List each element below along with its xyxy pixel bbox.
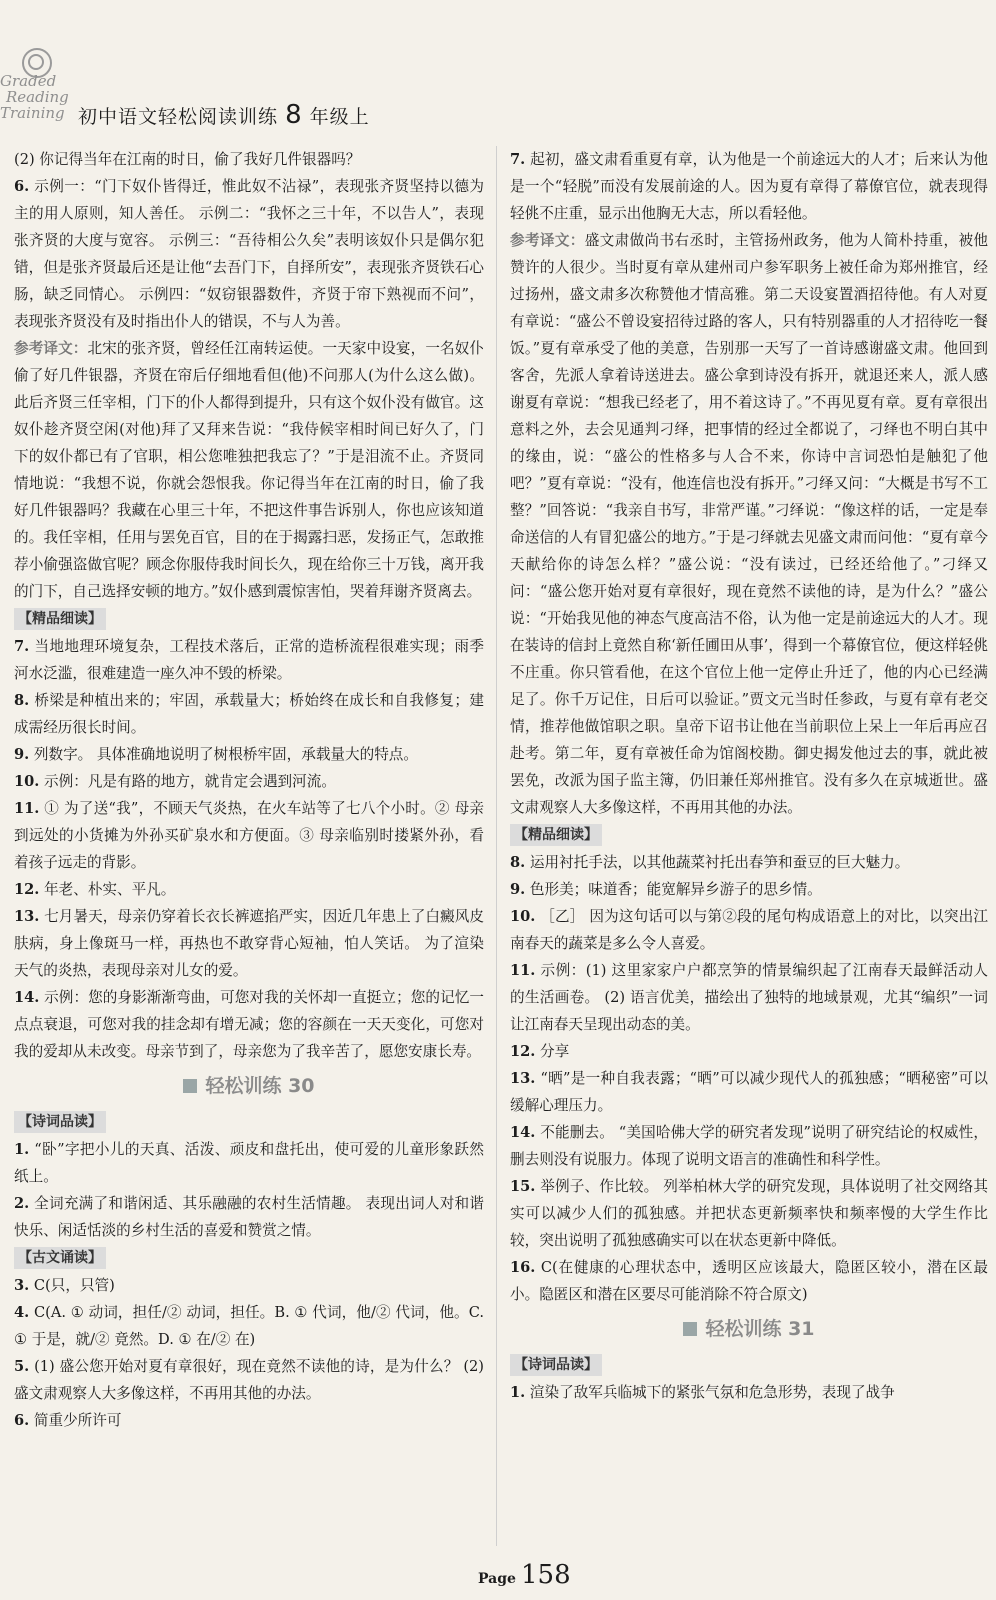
- answer-number: 16.: [510, 1259, 536, 1276]
- training-heading: [14, 1073, 484, 1100]
- answer-text: 列数字。 具体准确地说明了树根桥牢固，承载量大的特点。: [33, 746, 418, 763]
- series-logo: [0, 44, 74, 124]
- answer-text: 色形美；味道香；能宽解异乡游子的思乡情。: [529, 881, 822, 898]
- answer-text: 示例：您的身影渐渐弯曲，可您对我的关怀却一直挺立；您的记忆一点点衰退，可您对我的挂念却有增无减；您的容颜在一天天变化，可您对我的爱却从未改变。母亲节到了，母亲您为了我辛苦了，愿您安康长寿。: [14, 989, 484, 1060]
- answer-text: 全词充满了和谐闲适、其乐融融的农村生活情趣。 表现出词人对和谐快乐、闲适恬淡的乡村生活的喜爱和赞赏之情。: [14, 1195, 484, 1239]
- answer-number: 7.: [510, 151, 526, 168]
- training-heading: [510, 1316, 988, 1343]
- grade-text: 年级上: [309, 106, 370, 128]
- answer-item: [510, 1119, 988, 1173]
- answer-item: [510, 957, 988, 1038]
- training-block-icon: [683, 1322, 697, 1336]
- answer-item: [510, 1065, 988, 1119]
- section-heading: 【古文诵读】: [14, 1247, 106, 1269]
- answer-text: C(只，只管): [33, 1277, 115, 1294]
- right-column: [510, 146, 988, 1406]
- answer-item: [510, 1379, 988, 1406]
- answer-text: C(A. ① 动词，担任/② 动词，担任。B. ① 代词，他/② 代词，他。C. ① 于是，就/② 竟然。D. ① 在/② 在): [14, 1304, 484, 1348]
- book-title: 初中语文轻松阅读训练: [78, 106, 279, 128]
- training-block-icon: [183, 1079, 197, 1093]
- answer-number: 10.: [510, 908, 536, 925]
- answer-text: C(在健康的心理状态中，透明区应该最大，隐匿区较小，潜在区最小。隐匿区和潜在区要尽可能消除不符合原文): [510, 1259, 988, 1303]
- logo-line-3: Training: [0, 104, 65, 122]
- translation-paragraph: [14, 335, 484, 605]
- answer-number: 6.: [14, 178, 30, 195]
- translation-label: 参考译文：: [510, 232, 585, 249]
- answer-number: 10.: [14, 773, 40, 790]
- answer-number: 14.: [510, 1124, 536, 1141]
- answer-item: [510, 146, 988, 227]
- answer-text: 示例一：“门下奴仆皆得迁，惟此奴不沾禄”，表现张齐贤坚持以德为主的用人原则，知人善任。 示例二：“我怀之三十年，不以告人”，表现张齐贤的大度与宽容。 示例三：“吾待相公久矣”表明该奴仆只是偶尔犯错，但是张齐贤最后还是让他“去吾门下，自择所安”，表现张齐贤铁石心肠，缺乏同情心。 示例四：“奴窃银器数件，齐贤于帘下熟视而不问”，表现张齐贤没有及时指出仆人的错误，不与人为善。: [14, 178, 484, 330]
- page-word: Page: [478, 1571, 516, 1587]
- answer-number: 6.: [14, 1412, 30, 1429]
- section-heading: 【精品细读】: [14, 608, 106, 630]
- answer-number: 8.: [14, 692, 30, 709]
- answer-item: [510, 1173, 988, 1254]
- left-column: [14, 146, 484, 1434]
- answer-text: 年老、朴实、平凡。: [44, 881, 176, 898]
- answer-item: [14, 1272, 484, 1299]
- answer-number: 4.: [14, 1304, 30, 1321]
- answer-text: ① 为了送“我”，不顾天气炎热，在火车站等了七八个小时。② 母亲到远处的小货摊为外孙买矿泉水和方便面。③ 母亲临别时搂紧外孙，看着孩子远走的背影。: [14, 800, 485, 871]
- answer-item: [510, 876, 988, 903]
- answer-text: 桥梁是种植出来的；牢固，承载量大；桥始终在成长和自我修复；建成需经历很长时间。: [14, 692, 484, 736]
- answer-item: [14, 1407, 484, 1434]
- answer-number: 11.: [510, 962, 536, 979]
- answer-text: 当地地理环境复杂，工程技术落后，正常的造桥流程很难实现；雨季河水泛滥，很难建造一座久冲不毁的桥梁。: [14, 638, 484, 682]
- training-heading-text: 轻松训练 31: [705, 1318, 815, 1340]
- answer-item: [14, 768, 484, 795]
- answer-text: (1) 盛公您开始对夏有章很好，现在竟然不读他的诗，是为什么？ (2) 盛文肃观察人大多像这样，不再用其他的办法。: [14, 1358, 485, 1402]
- answer-number: 9.: [14, 746, 30, 763]
- answer-text: 示例：(1) 这里家家户户都烹笋的情景编织起了江南春天最鲜活动人的生活画卷。 (2) 语言优美，描绘出了独特的地域景观，尤其“编织”一词让江南春天呈现出动态的美。: [510, 962, 988, 1033]
- answer-text: “卧”字把小儿的天真、活泼、顽皮和盘托出，使可爱的儿童形象跃然纸上。: [14, 1141, 484, 1185]
- translation-paragraph: [510, 227, 988, 821]
- answer-number: 7.: [14, 638, 30, 655]
- answer-item: [14, 1353, 484, 1407]
- answer-item: [14, 633, 484, 687]
- answer-item: [510, 903, 988, 957]
- answer-text: 七月暑天，母亲仍穿着长衣长裤遮掐严实，因近几年患上了白癜风皮肤病，身上像斑马一样，再热也不敢穿背心短袖，怕人笑话。 为了渲染天气的炎热，表现母亲对儿女的爱。: [14, 908, 484, 979]
- answer-text: 简重少所许可: [33, 1412, 122, 1429]
- page-number: 158: [521, 1560, 571, 1590]
- answer-number: 5.: [14, 1358, 30, 1375]
- answer-text: 不能删去。 “美国哈佛大学的研究者发现”说明了研究结论的权威性，删去则没有说服力。体现了说明文语言的准确性和科学性。: [510, 1124, 988, 1168]
- grade-number: 8: [285, 100, 303, 130]
- translation-text: 盛文肃做尚书右丞时，主管扬州政务，他为人简朴持重，被他赞许的人很少。当时夏有章从建州司户参军职务上被任命为郑州推官，经过扬州，盛文肃多次称赞他才情高雅。第二天设宴置酒招待他。有人对夏有章说：“盛公不曾设宴招待过路的客人，只有特别器重的人才招待吃一餐饭。”夏有章承受了他的美意，告别那一天写了一首诗感谢盛文肃。他回到客舍，先派人拿着诗送进去。盛公拿到诗没有拆开，就退还来人，派人感谢夏有章说：“想我已经老了，用不着这诗了。”不再见夏有章。夏有章很出意料之外，去会见通判刁绎，把事情的经过全都说了，刁绎也不明白其中的缘由，说：“盛公的性格多与人合不来，你诗中言词恐怕是触犯了他吧？”夏有章说：“没有，他连信也没有拆开。”刁绎又问：“大概是书写不工整？”回答说：“我亲自书写，非常严谨。”刁绎说：“像这样的话，一定是奉命送信的人有冒犯盛公的地方。”于是刁绎就去见盛文肃而问他：“夏有章今天献给你的诗怎么样？”盛公说：“没有读过，已经还给他了。”刁绎又问：“盛公您开始对夏有章很好，现在竟然不读他的诗，是为什么？”盛公说：“开始我见他的神态气度高洁不俗，认为他一定是前途远大的人才。现在装诗的信封上竟然自称‘新任圃田从事’，得到一个幕僚官位，便这样轻佻不庄重。你只管看他，在这个官位上他一定停止升迁了，他的内心已经满足了。你千万记住，日后可以验证。”贾文元当时任参政，与夏有章有老交情，推荐他做馆职之职。皇帝下诏书让他在当前职位上呆上一年后再应召赴考。第二年，夏有章被任命为馆阁校勘。御史揭发他过去的事，就此被罢免，改派为国子监主簿，仍旧兼任郑州推官。没有多久在京城逝世。盛文肃观察人大多像这样，不再用其他的办法。: [510, 232, 988, 816]
- answer-item: [510, 849, 988, 876]
- answer-item: [14, 687, 484, 741]
- answer-text: 分享: [540, 1043, 570, 1060]
- column-divider: [496, 146, 497, 1546]
- answer-number: 2.: [14, 1195, 30, 1212]
- translation-label: 参考译文：: [14, 340, 88, 357]
- answer-number: 15.: [510, 1178, 536, 1195]
- answer-item: [14, 1299, 484, 1353]
- answer-item: [14, 741, 484, 768]
- answer-item: [14, 173, 484, 335]
- page-header-title: [78, 100, 370, 130]
- answer-number: 14.: [14, 989, 40, 1006]
- answer-number: 9.: [510, 881, 526, 898]
- answer-item: [14, 984, 484, 1065]
- answer-text: 示例：凡是有路的地方，就肯定会遇到河流。: [44, 773, 336, 790]
- answer-number: 12.: [14, 881, 40, 898]
- answer-text: 运用衬托手法，以其他蔬菜衬托出春笋和蚕豆的巨大魅力。: [529, 854, 910, 871]
- section-heading: 【诗词品读】: [510, 1354, 602, 1376]
- answer-item: [14, 1190, 484, 1244]
- answer-text: 渲染了敌军兵临城下的紧张气氛和危急形势，表现了战争: [529, 1384, 895, 1401]
- answer-item: [510, 1254, 988, 1308]
- answer-number: 13.: [510, 1070, 536, 1087]
- logo-line-2: Reading: [6, 88, 69, 106]
- section-heading: 【精品细读】: [510, 824, 602, 846]
- answer-number: 13.: [14, 908, 40, 925]
- answer-number: 1.: [510, 1384, 526, 1401]
- answer-line: (2) 你记得当年在江南的时日，偷了我好几件银器吗？: [14, 151, 361, 168]
- answer-item: [14, 1136, 484, 1190]
- answer-item: [14, 795, 484, 876]
- answer-text: “晒”是一种自我表露；“晒”可以减少现代人的孤独感；“晒秘密”可以缓解心理压力。: [510, 1070, 988, 1114]
- logo-inner-ring-icon: [28, 54, 44, 70]
- section-heading: 【诗词品读】: [14, 1111, 106, 1133]
- answer-item: [510, 1038, 988, 1065]
- answer-text: 起初，盛文肃看重夏有章，认为他是一个前途远大的人才；后来认为他是一个“轻脱”而没有发展前途的人。因为夏有章得了幕僚官位，就表现得轻佻不庄重，显示出他胸无大志，所以看轻他。: [510, 151, 988, 222]
- answer-text: 举例子、作比较。 列举柏林大学的研究发现，具体说明了社交网络其实可以减少人们的孤独感。并把状态更新频率快和频率慢的大学生作比较，突出说明了孤独感确实可以在状态更新中降低。: [510, 1178, 988, 1249]
- answer-item: [14, 903, 484, 984]
- answer-number: 1.: [14, 1141, 30, 1158]
- answer-number: 3.: [14, 1277, 30, 1294]
- answer-number: 11.: [14, 800, 40, 817]
- training-heading-text: 轻松训练 30: [205, 1075, 315, 1097]
- answer-item: [14, 876, 484, 903]
- answer-number: 8.: [510, 854, 526, 871]
- translation-text: 北宋的张齐贤，曾经任江南转运使。一天家中设宴，一名奴仆偷了好几件银器，齐贤在帘后仔细地看但(他)不问那人(为什么这么做)。此后齐贤三任宰相，门下的仆人都得到提升，只有这个奴仆没有做官。这奴仆趁齐贤空闲(对他)拜了又拜来告说：“我侍候宰相时间已好久了，门下的奴仆都已有了官职，相公您唯独把我忘了？”于是泪流不止。齐贤同情地说：“我想不说，你就会怨恨我。你记得当年在江南的时日，偷了我好几件银器吗？我藏在心里三十年，不把这件事告诉别人，你也应该知道的。我任宰相，任用与罢免百官，目的在于揭露扫恶，发扬正气，怎敢推荐小偷强盗做官呢？顾念你服侍我时间长久，现在给你三十万钱，离开我的门下，自己选择安顿的地方。”奴仆感到震惊害怕，哭着拜谢齐贤离去。: [14, 340, 484, 600]
- page-footer: [478, 1560, 571, 1590]
- answer-text: ［乙］ 因为这句话可以与第②段的尾句构成语意上的对比，以突出江南春天的蔬菜是多么令人喜爱。: [510, 908, 988, 952]
- answer-number: 12.: [510, 1043, 536, 1060]
- logo-line-1: Graded: [0, 72, 57, 90]
